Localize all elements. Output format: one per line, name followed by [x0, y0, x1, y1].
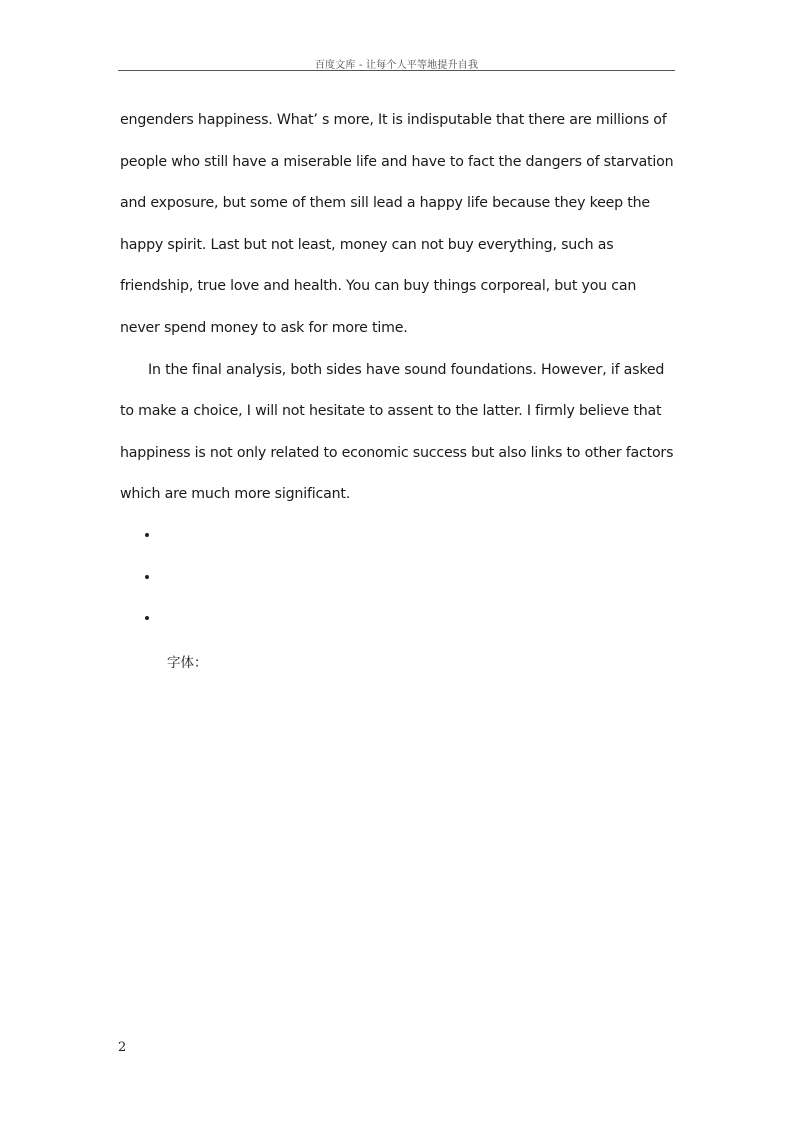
document-body — [120, 100, 680, 641]
list-item — [120, 516, 680, 558]
page-number: 2 — [118, 1040, 127, 1055]
bullet-icon — [145, 533, 149, 537]
body-paragraph-2: In the final analysis, both sides have sound foundations. However, if asked to make a choice, I will not hesitate to assent to the latter. I firmly believe that happiness is not only related to economic success but also links to other factors which are much more significant. — [120, 361, 674, 503]
bullet-icon — [145, 575, 149, 579]
list-item — [120, 599, 680, 641]
body-paragraph-1: engenders happiness. What’ s more, It is indisputable that there are millions of people who still have a miserable life and have to fact the dangers of starvation and exposure, but some of them sill lead a happy life because they keep the happy spirit. Last but not least, money can not buy everything, such as friendship, true love and health. You can buy things corporeal, but you can never spend money to ask for more time. — [120, 112, 674, 336]
header-divider — [118, 70, 675, 71]
page-header: 百度文库 - 让每个人平等地提升自我 — [314, 60, 479, 71]
font-label: 字体： — [167, 655, 208, 671]
list-item — [120, 558, 680, 600]
bullet-icon — [145, 616, 149, 620]
bullet-list — [120, 516, 680, 641]
